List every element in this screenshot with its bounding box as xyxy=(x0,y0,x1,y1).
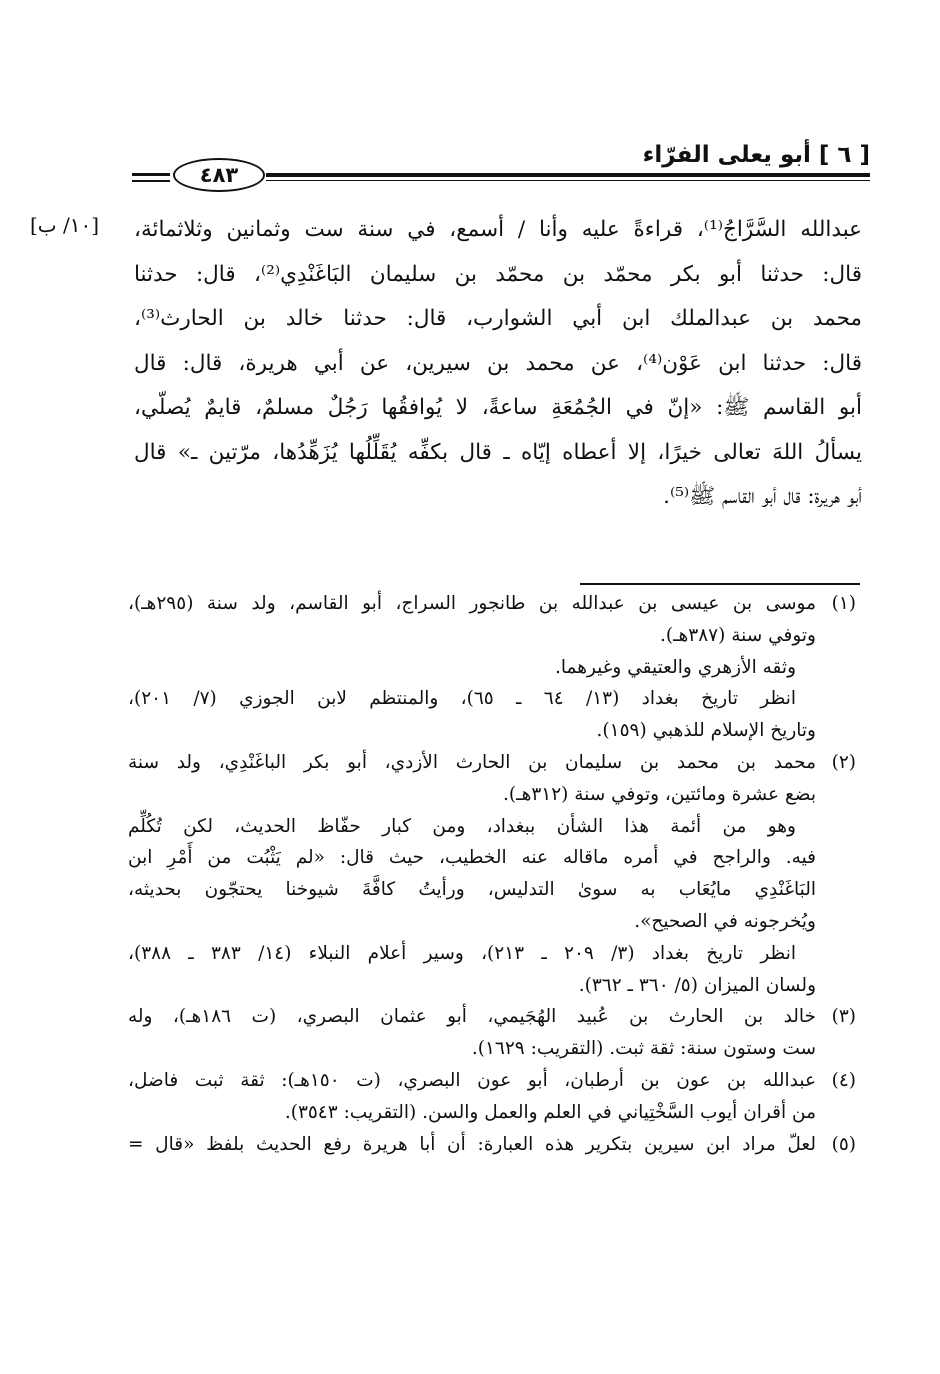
footnote-line: بضع عشرة ومائتين، وتوفي سنة (٣١٢هـ). xyxy=(503,783,816,805)
footnote-line: خالد بن الحارث بن عُبيد الهُجَيمي، أبو عثمان البصري، (ت ١٨٦هـ)، وله xyxy=(128,1006,816,1028)
page-number: ٤٨٣ xyxy=(173,158,265,192)
footnote-number: (٣) xyxy=(831,1006,856,1028)
footnote xyxy=(128,1001,856,1065)
footnote xyxy=(128,747,856,1001)
manuscript-folio-note: [١٠/ ب] xyxy=(30,213,100,237)
footnote-line: وثقه الأزهري والعتيقي وغيرهما. xyxy=(554,656,796,678)
footnotes xyxy=(128,588,856,1160)
footnote-line: وهو من أئمة هذا الشأن ببغداد، ومن كبار حفّاظ الحديث، لكن تُكُلِّم xyxy=(128,815,796,837)
footnote-number: (٢) xyxy=(831,751,856,773)
footnote-line: من أقران أيوب السَّخْتِياني في العلم والعمل والسن. (التقريب: ٣٥٤٣). xyxy=(284,1101,816,1123)
footnote xyxy=(128,588,856,747)
footnote-line: وتوفي سنة (٣٨٧هـ). xyxy=(660,624,816,646)
body-line: عبدالله السَّرَّاجُ⁽¹⁾، قراءةً عليه وأنا / أسمع، في سنة ست وثمانين وثلاثمائة، xyxy=(134,217,863,242)
body-line: أبو القاسم ﷺ: «إنّ في الجُمُعَةِ ساعةً، لا يُوافقُها رَجُلٌ مسلمٌ، قايمٌ يُصلّي، xyxy=(134,395,862,420)
body-line: أبو هريرة: قال أبو القاسم ﷺ⁽⁵⁾. xyxy=(663,484,862,509)
body-line: قال: حدثنا ابن عَوْن⁽⁴⁾، عن محمد بن سيرين، عن أبي هريرة، قال: قال xyxy=(134,350,862,376)
footnote-line: البَاغَنْدِي مايُعَاب به سوىٰ التدليس، ورأيتُ كافَّةَ شيوخنا يحتجّون بحديثه، xyxy=(128,879,816,901)
footnote-line: ويُخرجونه في الصحيح». xyxy=(634,910,816,932)
header-rule-thick xyxy=(266,173,870,177)
footnote-line: وتاريخ الإسلام للذهبي (١٥٩). xyxy=(596,720,816,742)
footnote-line: محمد بن محمد بن سليمان بن الحارث الأزدي، أبو بكر الباغَنْدِي، ولد سنة xyxy=(128,751,816,773)
footnote xyxy=(128,1065,856,1129)
footnote-number: (٤) xyxy=(831,1069,856,1091)
footnote-line: فيه. والراجح في أمره ماقاله عنه الخطيب، حيث قال: «لم يَثْبُت من أَمْرِ ابن xyxy=(128,847,816,869)
footnote-line: انظر تاريخ بغداد (١٣/ ٦٤ ـ ٦٥)، والمنتظم لابن الجوزي (٧/ ٢٠١)، xyxy=(128,688,796,710)
main-text xyxy=(134,208,862,520)
footnote-separator xyxy=(580,583,860,585)
footnote-line: انظر تاريخ بغداد (٣/ ٢٠٩ ـ ٢١٣)، وسير أعلام النبلاء (١٤/ ٣٨٣ ـ ٣٨٨)، xyxy=(128,942,796,964)
running-header-title: [ ٦ ] أبو يعلى الفرّاء xyxy=(642,142,870,168)
body-line: يسألُ اللهَ تعالى خيرًا، إلا أعطاه إيّاه ـ قال بكفِّه يُقَلِّلُها يُزَهِّدُها، مرّتين ـ» قال xyxy=(134,439,862,465)
footnote-line: لعلّ مراد ابن سيرين بتكرير هذه العبارة: أن أبا هريرة رفع الحديث بلفظ «قال = xyxy=(128,1133,816,1155)
footnote-line: موسى بن عيسى بن عبدالله بن طانجور السراج، أبو القاسم، ولد سنة (٢٩٥هـ)، xyxy=(128,593,816,614)
footnote-line: عبدالله بن عون بن أرطبان، أبو عون البصري، (ت ١٥٠هـ): ثقة ثبت فاضل، xyxy=(128,1069,816,1091)
footnote-number: (٥) xyxy=(831,1133,856,1155)
body-line: محمد بن عبدالملك ابن أبي الشوارب، قال: حدثنا خالد بن الحارث⁽³⁾، xyxy=(134,306,862,331)
footnote-number: (١) xyxy=(831,593,856,614)
header-rule-left-thick xyxy=(132,173,170,176)
header-rule-thin xyxy=(266,180,870,181)
header-rule-left-thin xyxy=(132,180,170,182)
body-line: قال: حدثنا أبو بكر محمّد بن محمّد بن سليمان البَاغَنْدِي⁽²⁾، قال: حدثنا xyxy=(134,261,862,287)
footnote-line: ولسان الميزان (٥/ ٣٦٠ ـ ٣٦٢). xyxy=(578,974,816,996)
footnote-line: ست وستون سنة: ثقة ثبت. (التقريب: ١٦٢٩). xyxy=(471,1038,816,1060)
footnote xyxy=(128,1129,856,1161)
